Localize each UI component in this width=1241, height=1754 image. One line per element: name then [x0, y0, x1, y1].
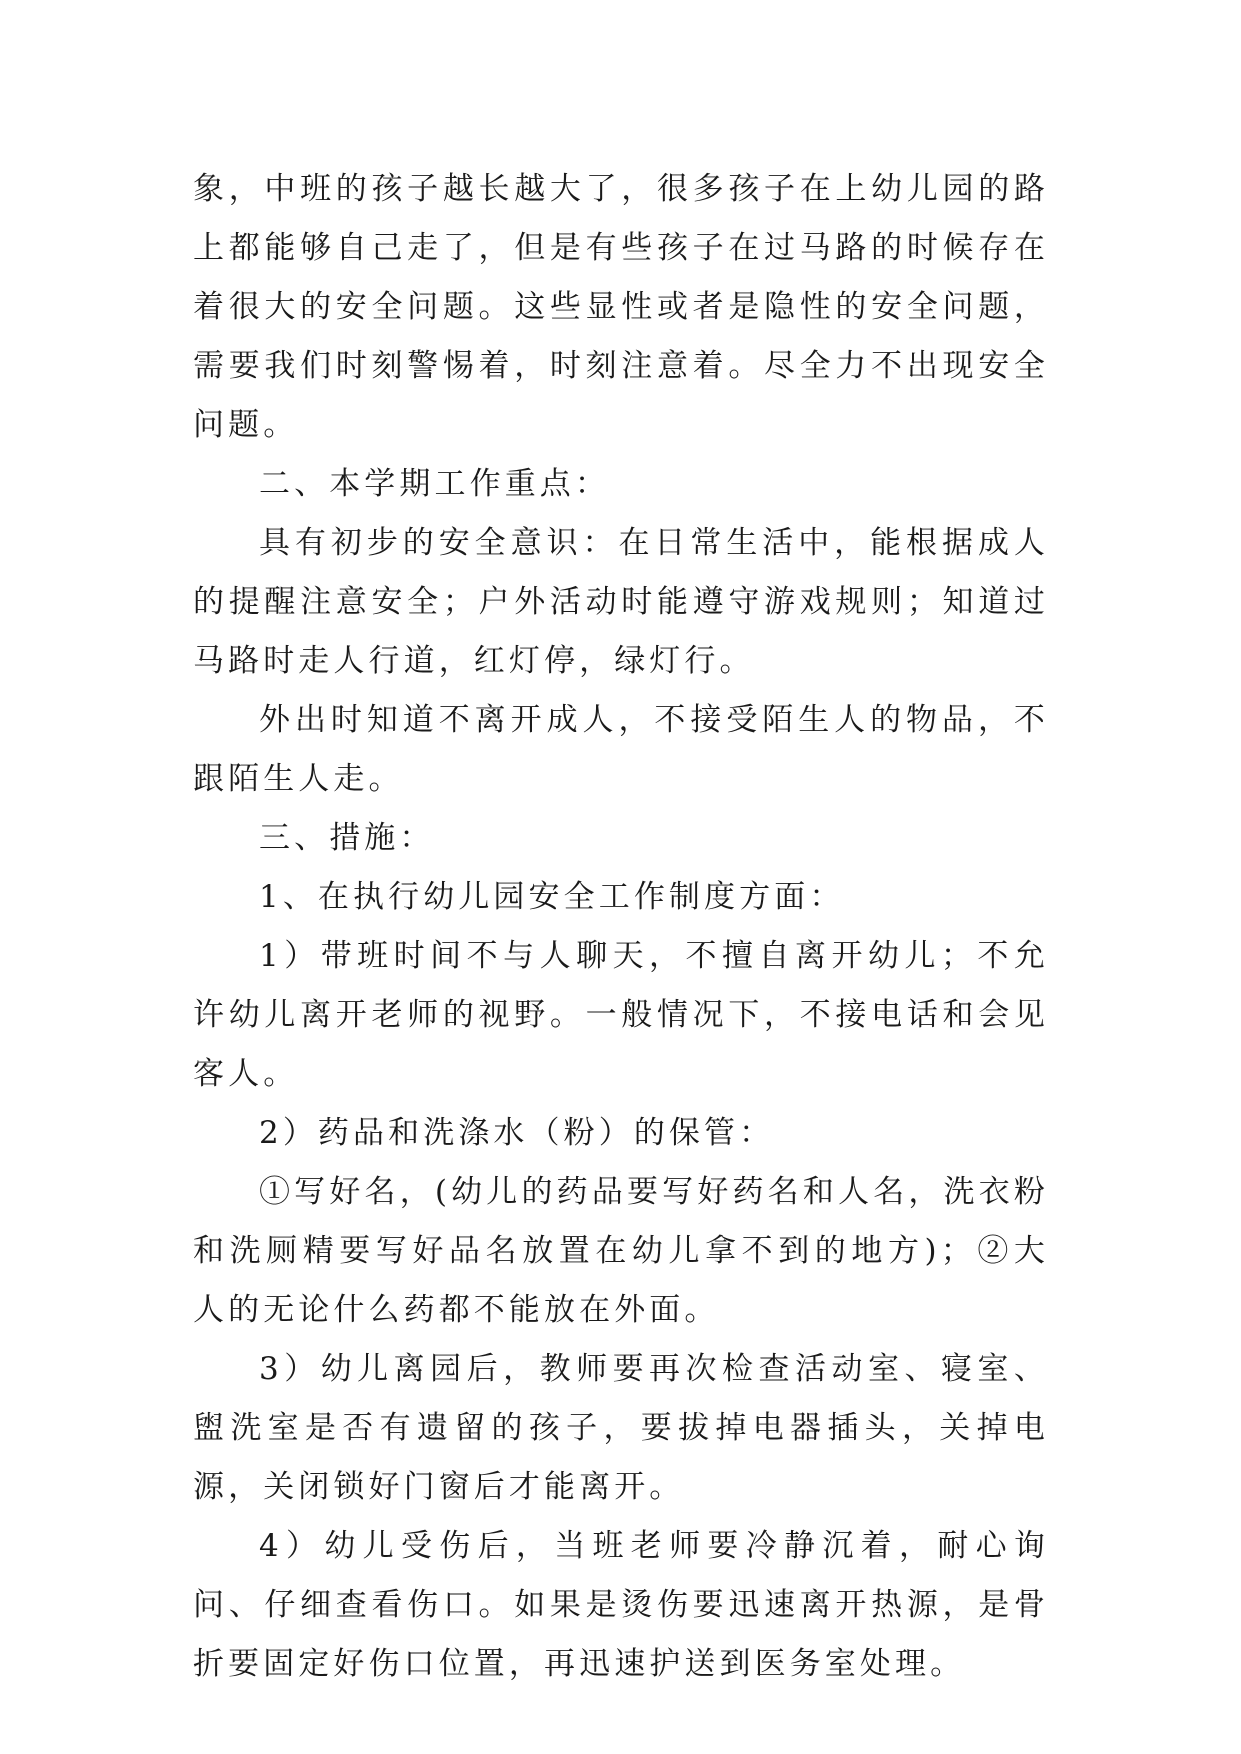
- paragraph-8: 2）药品和洗涤水（粉）的保管：: [259, 1115, 775, 1151]
- paragraph-section-3-heading: 三、措施：: [259, 820, 435, 856]
- paragraph-6: 1、在执行幼儿园安全工作制度方面：: [259, 879, 845, 915]
- document-body: [193, 160, 1049, 1694]
- paragraph-3: 具有初步的安全意识：在日常生活中，能根据成人的提醒注意安全；户外活动时能遵守游戏规则；知道过马路时走人行道，红灯停，绿灯行。: [193, 525, 1049, 679]
- paragraph-9: ①写好名，(幼儿的药品要写好药名和人名，洗衣粉和洗厕精要写好品名放置在幼儿拿不到的地方)；②大人的无论什么药都不能放在外面。: [193, 1174, 1049, 1328]
- paragraph-1: 象，中班的孩子越长越大了，很多孩子在上幼儿园的路上都能够自己走了，但是有些孩子在过马路的时候存在着很大的安全问题。这些显性或者是隐性的安全问题，需要我们时刻警惕着，时刻注意着。尽全力不出现安全问题。: [193, 171, 1049, 443]
- paragraph-11: 4）幼儿受伤后，当班老师要冷静沉着，耐心询问、仔细查看伤口。如果是烫伤要迅速离开热源，是骨折要固定好伤口位置，再迅速护送到医务室处理。: [193, 1528, 1049, 1682]
- paragraph-section-2-heading: 二、本学期工作重点：: [259, 466, 610, 502]
- paragraph-4: 外出时知道不离开成人，不接受陌生人的物品，不跟陌生人走。: [193, 702, 1049, 797]
- paragraph-7: 1）带班时间不与人聊天，不擅自离开幼儿；不允许幼儿离开老师的视野。一般情况下，不接电话和会见客人。: [193, 938, 1049, 1092]
- paragraph-10: 3）幼儿离园后，教师要再次检查活动室、寝室、盥洗室是否有遗留的孩子，要拔掉电器插头，关掉电源，关闭锁好门窗后才能离开。: [193, 1351, 1049, 1505]
